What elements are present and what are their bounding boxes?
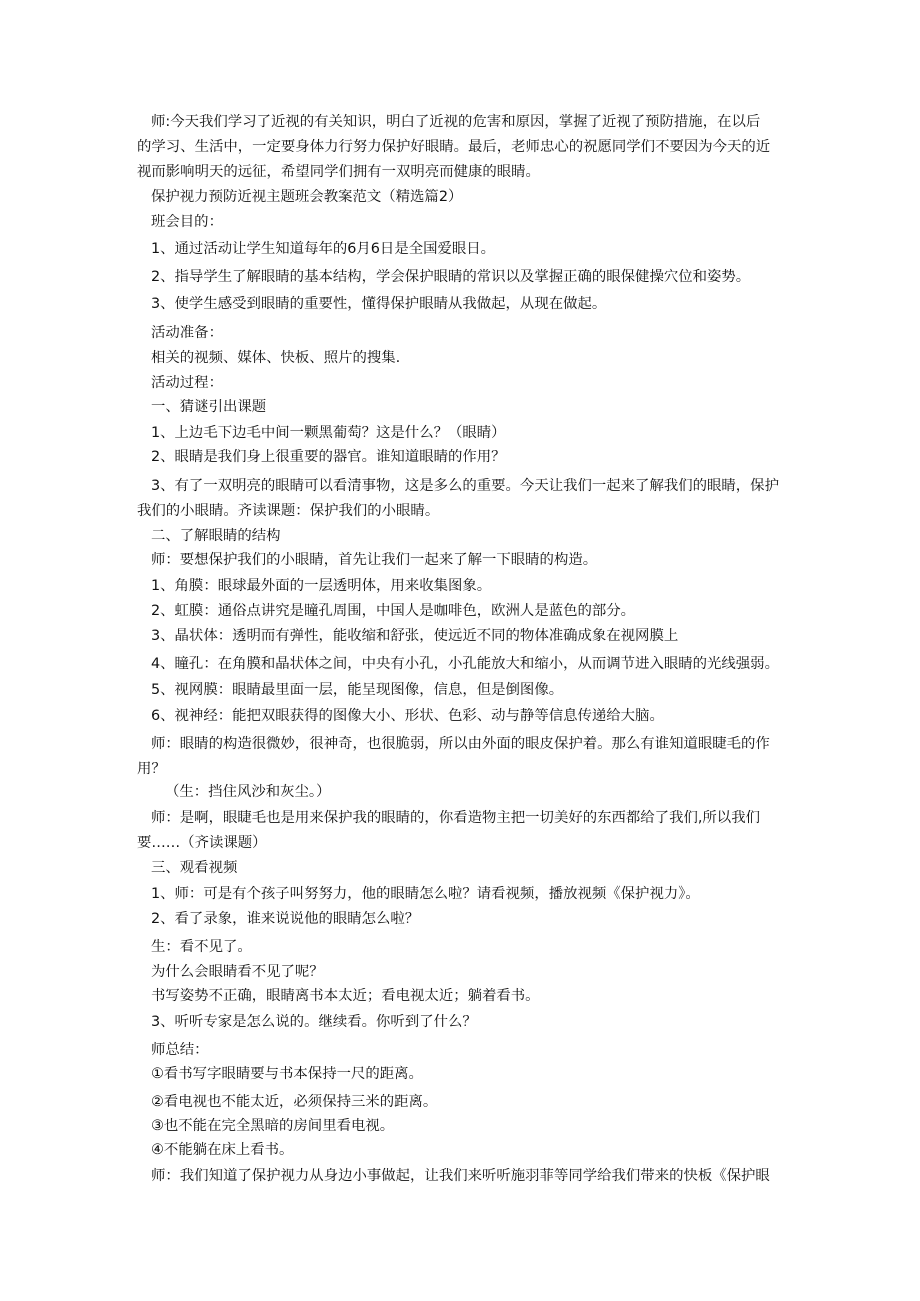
text-line: 要……（齐读课题） <box>137 835 267 851</box>
text-line: 相关的视频、媒体、快板、照片的搜集. <box>151 350 401 366</box>
text-line: 书写姿势不正确，眼睛离书本太近；看电视太近；躺着看书。 <box>151 988 540 1004</box>
text-line: 1、上边毛下边毛中间一颗黑葡萄？这是什么？（眼睛） <box>151 425 506 441</box>
text-line: 师总结： <box>151 1042 209 1058</box>
text-line: 师：要想保护我们的小眼睛，首先让我们一起来了解一下眼睛的构造。 <box>151 552 598 568</box>
text-line: 1、通过活动让学生知道每年的6月6日是全国爱眼日。 <box>151 241 496 257</box>
text-line: 师：我们知道了保护视力从身边小事做起，让我们来听听施羽菲等同学给我们带来的快板《保护眼 <box>151 1168 770 1184</box>
text-line: 4、瞳孔：在角膜和晶状体之间，中央有小孔，小孔能放大和缩小，从而调节进入眼睛的光线强弱。 <box>151 656 779 672</box>
text-line: 三、观看视频 <box>151 860 238 876</box>
text-line: ②看电视也不能太近，必须保持三米的距离。 <box>151 1094 438 1110</box>
text-line: 生：看不见了。 <box>151 939 252 955</box>
text-line: 2、看了录象，谁来说说他的眼睛怎么啦？ <box>151 911 420 927</box>
text-line: 3、使学生感受到眼睛的重要性，懂得保护眼睛从我做起，从现在做起。 <box>151 296 607 312</box>
text-line: 2、眼睛是我们身上很重要的器官。谁知道眼睛的作用？ <box>151 449 506 465</box>
text-line: 我们的小眼睛。齐读课题：保护我们的小眼睛。 <box>137 503 440 519</box>
text-line: 班会目的： <box>151 214 223 230</box>
text-line: 用？ <box>137 761 166 777</box>
text-line: 师:今天我们学习了近视的有关知识，明白了近视的危害和原因，掌握了近视了预防措施，在以后 <box>151 114 761 130</box>
text-line: （生：挡住风沙和灰尘。） <box>165 784 331 800</box>
text-line: ①看书写字眼睛要与书本保持一尺的距离。 <box>151 1066 423 1082</box>
text-line: 二、了解眼睛的结构 <box>151 528 281 544</box>
text-line: 6、视神经：能把双眼获得的图像大小、形状、色彩、动与静等信息传递给大脑。 <box>151 708 664 724</box>
text-line: 1、角膜：眼球最外面的一层透明体，用来收集图象。 <box>151 578 492 594</box>
text-line: ④不能躺在床上看书。 <box>151 1142 294 1158</box>
text-line: 师：眼睛的构造很微妙，很神奇，也很脆弱，所以由外面的眼皮保护着。那么有谁知道眼睫毛的作 <box>151 736 770 752</box>
text-line: 1、师：可是有个孩子叫努努力，他的眼睛怎么啦？请看视频，播放视频《保护视力》。 <box>151 886 700 902</box>
text-line: 3、晶状体：透明而有弹性，能收缩和舒张，使远近不同的物体准确成象在视网膜上 <box>151 628 679 644</box>
text-line: 一、猜谜引出课题 <box>151 399 267 415</box>
text-line: 3、有了一双明亮的眼睛可以看清事物，这是多么的重要。今天让我们一起来了解我们的眼睛，保护 <box>151 478 779 494</box>
text-line: 3、听听专家是怎么说的。继续看。你听到了什么？ <box>151 1014 477 1030</box>
section-heading: 保护视力预防近视主题班会教案范文（精选篇2） <box>151 189 463 205</box>
text-line: 2、虹膜：通俗点讲究是瞳孔周围，中国人是咖啡色，欧洲人是蓝色的部分。 <box>151 603 636 619</box>
text-line: 师：是啊，眼睫毛也是用来保护我的眼睛的，你看造物主把一切美好的东西都给了我们,所以我们 <box>151 810 760 826</box>
text-line: 活动过程： <box>151 375 223 391</box>
text-line: ③也不能在完全黑暗的房间里看电视。 <box>151 1118 395 1134</box>
text-line: 2、指导学生了解眼睛的基本结构，学会保护眼睛的常识以及掌握正确的眼保健操穴位和姿势。 <box>151 269 751 285</box>
text-line: 5、视网膜：眼睛最里面一层，能呈现图像，信息，但是倒图像。 <box>151 682 564 698</box>
text-line: 活动准备： <box>151 325 223 341</box>
text-line: 视而影响明天的远征，希望同学们拥有一双明亮而健康的眼睛。 <box>137 164 540 180</box>
text-line: 为什么会眼睛看不见了呢？ <box>151 964 324 980</box>
text-line: 的学习、生活中，一定要身体力行努力保护好眼睛。最后，老师忠心的祝愿同学们不要因为今天的近 <box>137 139 771 155</box>
